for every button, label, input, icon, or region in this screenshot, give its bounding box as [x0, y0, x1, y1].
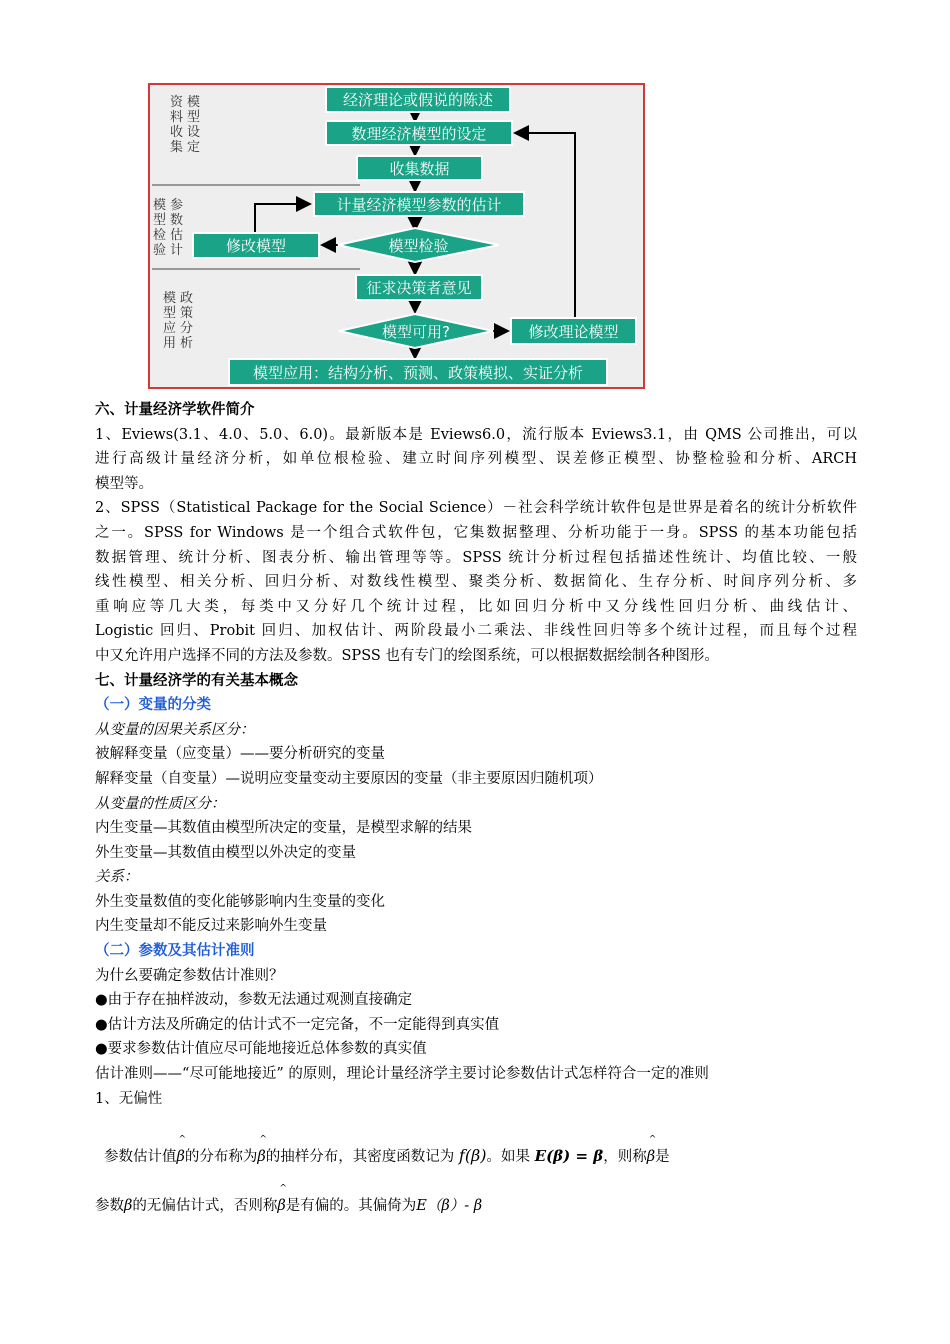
document-body — [95, 398, 857, 1111]
box-model-application: 模型应用：结构分析、预测、政策模拟、实证分析 — [228, 358, 608, 386]
spss-paragraph-line-1: 2、SPSS（Statistical Package for the Social Science）－社会科学统计软件包是世界是着名的统计分析软件 — [95, 500, 857, 517]
subheading-variable-classification: （一）变量的分类 — [95, 696, 211, 714]
flowchart-diagram — [148, 83, 645, 389]
diamond-model-usable: 模型可用? — [382, 323, 450, 341]
subheading-parameter-estimation: （二）参数及其估计准则 — [95, 942, 255, 960]
beta-symbol: β — [124, 1198, 133, 1214]
box-consult-decision-makers: 征求决策者意见 — [355, 274, 483, 301]
bullet-incomplete-estimator: ●估计方法及所确定的估计式不一定完备，不一定能得到真实值 — [95, 1016, 500, 1033]
formula-text: 的无偏估计式，否则称 — [132, 1198, 278, 1214]
relation-line-2: 内生变量却不能反过来影响外生变量 — [95, 918, 327, 935]
why-criteria-question: 为什幺要确定参数估计准则？ — [95, 967, 284, 984]
relation-intro: 关系： — [95, 869, 139, 886]
formula-text: 。如果 — [486, 1149, 531, 1165]
eviews-paragraph-line-1: 1、Eviews(3.1、4.0、5.0、6.0)。最新版本是 Eviews6.0，流行版本 Eviews3.1，由 QMS 公司推出，可以 — [95, 426, 857, 443]
relation-line-1: 外生变量数值的变化能够影响内生变量的变化 — [95, 893, 385, 910]
eviews-paragraph-line-3: 模型等。 — [95, 475, 153, 492]
nature-intro: 从变量的性质区分： — [95, 795, 226, 812]
box-modify-theory-model: 修改理论模型 — [510, 317, 637, 345]
formula-line-1 — [104, 1135, 670, 1166]
box-modify-model: 修改模型 — [192, 232, 320, 259]
formula-text: 的抽样分布，其密度函数记为 — [265, 1149, 455, 1165]
density-function: f(β) — [458, 1146, 487, 1165]
spss-paragraph-line-6: Logistic 回归、Probit 回归、加权估计、两阶段最小二乘法、非线性回归等多个统计过程，而且每个过程 — [95, 623, 857, 640]
exogenous-definition: 外生变量—其数值由模型以外决定的变量 — [95, 844, 356, 861]
beta-hat-symbol: ^ β — [646, 1135, 657, 1165]
eviews-paragraph-line-2: 进行高级计量经济分析，如单位根检验、建立时间序列模型、误差修正模型、协整检验和分析、ARCH — [95, 451, 857, 468]
expectation-equation: E(β) = β — [534, 1147, 604, 1165]
formula-text: 是 — [655, 1149, 670, 1165]
side-label-param-estimate: 参 数 估 计 — [170, 198, 184, 258]
side-label-policy-analysis: 政 策 分 析 — [180, 291, 194, 351]
criterion-statement: 估计准则——“尽可能地接近” 的原则，理论计量经济学主要讨论参数估计式怎样符合一定的准则 — [95, 1066, 709, 1083]
side-label-model-setup: 模 型 设 定 — [187, 95, 201, 155]
spss-paragraph-line-5: 重响应等几大类，每类中又分好几个统计过程，比如回归分析中又分线性回归分析、曲线估计、 — [95, 598, 857, 615]
beta-hat-symbol: ^ β — [176, 1135, 187, 1165]
formula-line-2 — [95, 1184, 483, 1215]
box-collect-data: 收集数据 — [356, 155, 483, 181]
endogenous-definition: 内生变量—其数值由模型所决定的变量，是模型求解的结果 — [95, 820, 472, 837]
bullet-sampling-fluctuation: ●由于存在抽样波动，参数无法通过观测直接确定 — [95, 992, 413, 1009]
spss-paragraph-line-4: 线性模型、相关分析、回归分析、对数线性模型、聚类分析、数据简化、生存分析、时间序列分析、多 — [95, 574, 857, 591]
side-label-model-application: 模 型 应 用 — [163, 291, 177, 351]
formula-text: 参数估计值 — [104, 1149, 177, 1165]
formula-text: ，则称 — [603, 1149, 647, 1165]
box-estimate-parameters: 计量经济模型参数的估计 — [313, 191, 525, 217]
box-theory-statement: 经济理论或假说的陈述 — [325, 86, 511, 113]
heading-basic-concepts: 七、计量经济学的有关基本概念 — [95, 671, 298, 689]
bias-expression: E（β）- β — [416, 1198, 483, 1214]
box-model-setup: 数理经济模型的设定 — [325, 120, 513, 146]
unbiasedness-heading: 1、无偏性 — [95, 1090, 163, 1107]
spss-paragraph-line-3: 数据管理、统计分析、图表分析、输出管理等等。SPSS 统计分析过程包括描述性统计、均值比较、一般 — [95, 549, 857, 566]
spss-paragraph-line-7: 中又允许用户选择不同的方法及参数。SPSS 也有专门的绘图系统，可以根据数据绘制各种图形。 — [95, 647, 719, 664]
independent-variable-definition: 解释变量（自变量）—说明应变量变动主要原因的变量（非主要原因归随机项） — [95, 770, 603, 787]
heading-software-intro: 六、计量经济学软件简介 — [95, 401, 255, 418]
side-label-model-check: 模 型 检 验 — [153, 198, 167, 258]
beta-hat-symbol: ^ β — [277, 1184, 287, 1214]
beta-hat-symbol: ^ β — [257, 1135, 267, 1165]
formula-text: 是有偏的。其偏倚为 — [285, 1198, 417, 1214]
formula-text: 的分布称为 — [184, 1149, 258, 1165]
diamond-model-check: 模型检验 — [388, 237, 449, 255]
causal-relation-intro: 从变量的因果关系区分： — [95, 721, 255, 738]
spss-paragraph-line-2: 之一。SPSS for Windows 是一个组合式软件包，它集数据整理、分析功能于一身。SPSS 的基本功能包括 — [95, 524, 857, 541]
formula-text: 参数 — [95, 1198, 124, 1214]
bullet-close-to-true-value: ●要求参数估计值应尽可能地接近总体参数的真实值 — [95, 1041, 427, 1058]
dependent-variable-definition: 被解释变量（应变量）——要分析研究的变量 — [95, 746, 385, 763]
side-label-data-collection: 资 料 收 集 — [170, 95, 184, 155]
